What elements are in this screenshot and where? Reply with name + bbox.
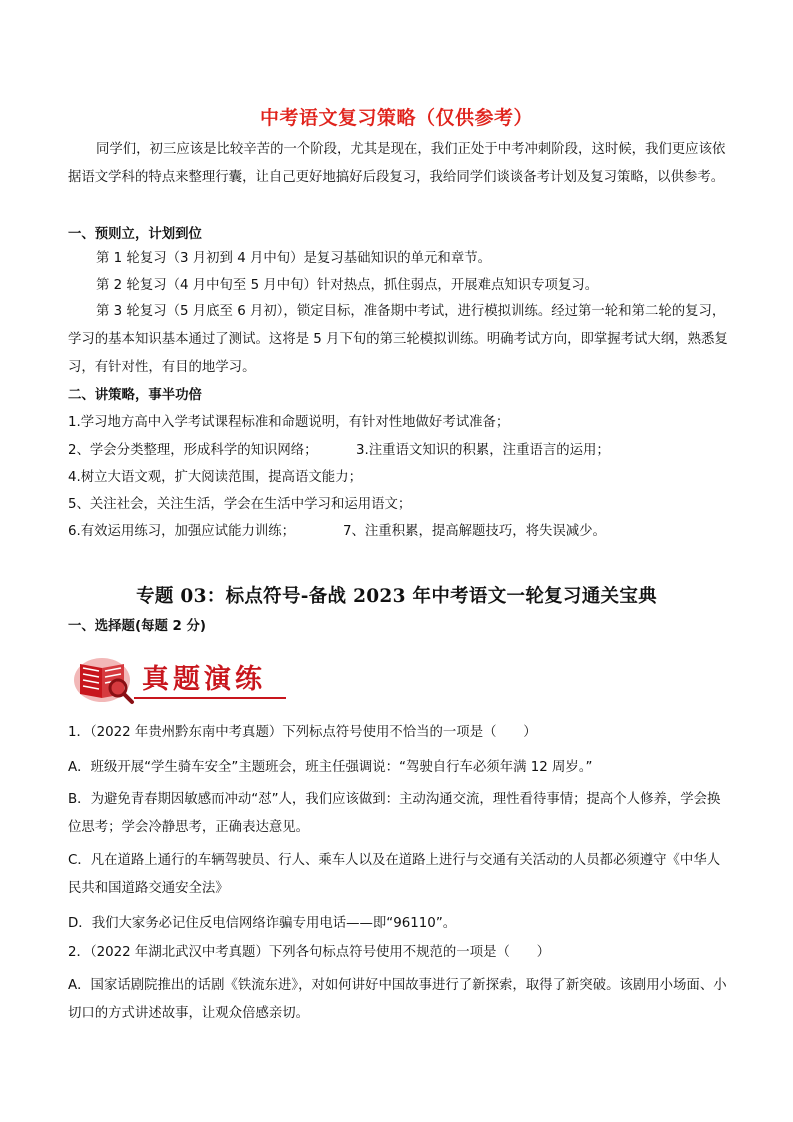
question-1-option-a: A．班级开展“学生骑车安全”主题班会，班主任强调说：“驾驶自行车必须年满 12 周岁。”	[68, 760, 593, 775]
strategy-item-5: 5、关注社会，关注生活，学会在生活中学习和运用语文；	[68, 497, 412, 512]
round2-text: 第 2 轮复习（4 月中旬至 5 月中旬）针对热点，抓住弱点，开展难点知识专项复习。	[96, 278, 599, 293]
practice-banner	[72, 650, 287, 706]
section2-heading: 二、讲策略，事半功倍	[68, 388, 202, 403]
choice-section-heading: 一、选择题(每题 2 分)	[68, 619, 207, 634]
banner-text: 真题演练	[142, 664, 266, 695]
book-magnifier-icon	[72, 650, 138, 706]
strategy-item-4: 4.树立大语文观，扩大阅读范围，提高语文能力；	[68, 470, 362, 485]
round3-text: 第 3 轮复习（5 月底至 6 月初），锁定目标，准备期中考试，进行模拟训练。经过第一轮和第二轮的复习，学习的基本知识基本通过了测试。这将是 5 月下旬的第三轮模拟训练。明确考试方向，即掌握考试大纲，熟悉复习，有针对性，有目的地学习。	[68, 304, 728, 375]
question-2-stem: 2．（2022 年湖北武汉中考真题）下列各句标点符号使用不规范的一项是（ ）	[68, 945, 551, 960]
question-1-stem: 1．（2022 年贵州黔东南中考真题）下列标点符号使用不恰当的一项是（ ）	[68, 725, 537, 740]
strategy-item-3: 3.注重语文知识的积累，注重语言的运用；	[356, 443, 610, 458]
banner-underline	[134, 697, 286, 699]
question-1-option-d: D．我们大家务必记住反电信网络诈骗专用电话——即“96110”。	[68, 916, 457, 931]
topic-title: 专题 03：标点符号-备战 2023 年中考语文一轮复习通关宝典	[136, 586, 657, 607]
round1-text: 第 1 轮复习（3 月初到 4 月中旬）是复习基础知识的单元和章节。	[96, 251, 491, 266]
strategy-title: 中考语文复习策略（仅供参考）	[259, 107, 533, 129]
question-2-option-a: A．国家话剧院推出的话剧《铁流东进》，对如何讲好中国故事进行了新探索，取得了新突破。该剧用小场面、小切口的方式讲述故事，让观众倍感亲切。	[68, 978, 727, 1021]
section1-heading: 一、预则立，计划到位	[68, 227, 202, 242]
strategy-item-7: 7、注重积累，提高解题技巧，将失误减少。	[343, 524, 606, 539]
strategy-intro: 同学们，初三应该是比较辛苦的一个阶段，尤其是现在，我们正处于中考冲刺阶段，这时候，我们更应该依据语文学科的特点来整理行囊，让自己更好地搞好后段复习，我给同学们谈谈备考计划及复习策略，以供参考。	[68, 142, 726, 185]
strategy-item-1: 1.学习地方高中入学考试课程标准和命题说明，有针对性地做好考试准备；	[68, 415, 510, 430]
question-1-option-c: C．凡在道路上通行的车辆驾驶员、行人、乘车人以及在道路上进行与交通有关活动的人员都必须遵守《中华人民共和国道路交通安全法》	[68, 853, 721, 896]
question-1-option-b: B．为避免青春期因敏感而冲动“怼”人，我们应该做到：主动沟通交流，理性看待事情；提高个人修养，学会换位思考；学会冷静思考，正确表达意见。	[68, 792, 721, 835]
strategy-item-6: 6.有效运用练习，加强应试能力训练；	[68, 524, 296, 539]
strategy-item-2: 2、学会分类整理，形成科学的知识网络；	[68, 443, 318, 458]
